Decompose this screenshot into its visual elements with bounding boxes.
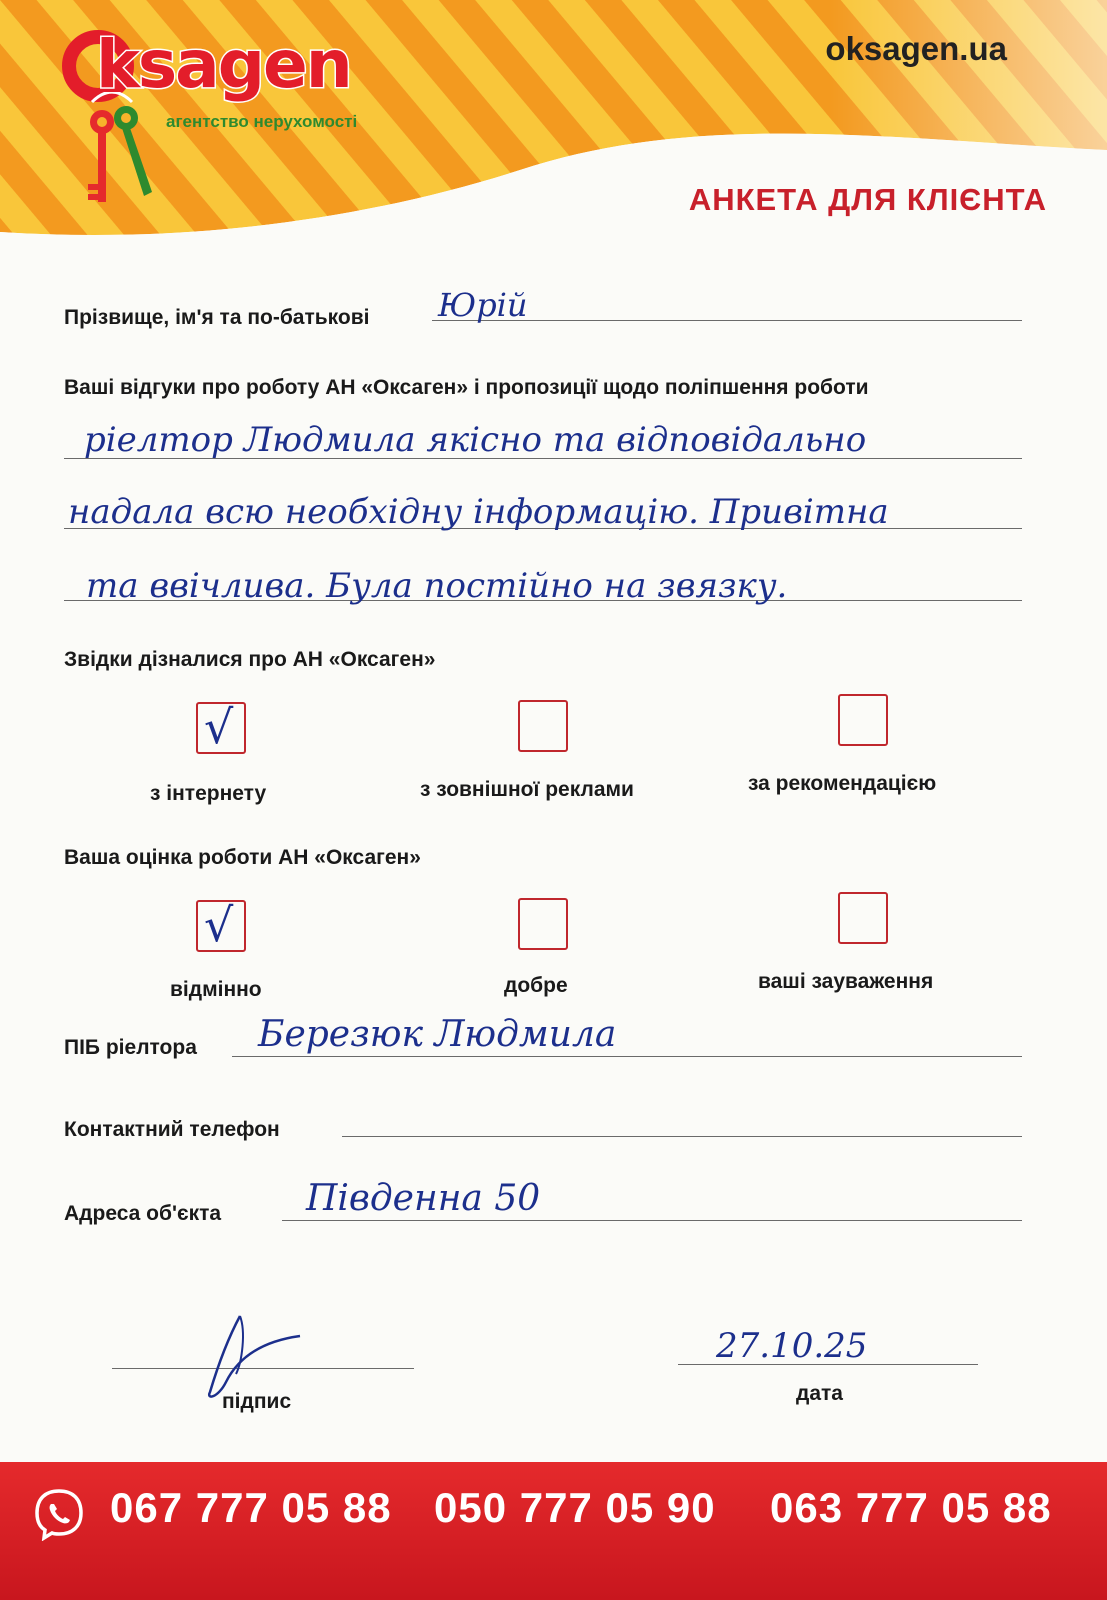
realtor-label: ПІБ ріелтора <box>64 1036 197 1059</box>
realtor-value[interactable]: Березюк Людмила <box>258 1014 617 1055</box>
site-url: oksagen.ua <box>825 30 1007 67</box>
footer-phone[interactable]: 063 777 05 88 <box>770 1484 1052 1531</box>
source-outdoor-ads-checkbox[interactable] <box>518 700 568 752</box>
source-recommendation-label: за рекомендацією <box>748 772 937 795</box>
footer-phone[interactable]: 067 777 05 88 <box>110 1484 392 1531</box>
rating-excellent-label: відмінно <box>170 978 262 1001</box>
source-label: Звідки дізналися про АН «Оксаген» <box>64 648 436 671</box>
rating-label: Ваша оцінка роботи АН «Оксаген» <box>64 846 421 869</box>
header-banner <box>0 0 1107 260</box>
feedback-text-line[interactable]: надала всю необхідну інформацію. Привітна <box>68 492 889 532</box>
viber-phone-icon <box>32 1487 86 1541</box>
signature-mark <box>196 1312 316 1402</box>
feedback-label: Ваші відгуки про роботу АН «Оксаген» і пропозиції щодо поліпшення роботи <box>64 376 869 399</box>
keys-icon <box>72 92 162 222</box>
rating-excellent-checkbox[interactable] <box>196 900 246 952</box>
date-label: дата <box>796 1382 843 1405</box>
source-internet-label: з інтернету <box>150 782 267 805</box>
address-underline <box>282 1220 1022 1221</box>
name-value[interactable]: Юрій <box>438 286 528 324</box>
rating-remarks-checkbox[interactable] <box>838 892 888 944</box>
rating-remarks-label: ваші зауваження <box>758 970 934 993</box>
feedback-text-line[interactable]: та ввічлива. Була постійно на звязку. <box>86 566 788 606</box>
logo-wordmark: ksagen <box>96 26 351 103</box>
logo-tagline: агентство нерухомості <box>166 112 358 131</box>
rating-good-label: добре <box>504 974 568 997</box>
phone-underline <box>342 1136 1022 1137</box>
source-recommendation-checkbox[interactable] <box>838 694 888 746</box>
footer-phone[interactable]: 050 777 05 90 <box>434 1484 716 1531</box>
rating-good-checkbox[interactable] <box>518 898 568 950</box>
feedback-text-line[interactable]: ріелтор Людмила якісно та відповідально <box>84 420 867 460</box>
phone-label: Контактний телефон <box>64 1118 280 1141</box>
address-label: Адреса об'єкта <box>64 1202 222 1225</box>
source-internet-checkbox[interactable] <box>196 702 246 754</box>
name-label: Прізвище, ім'я та по-батькові <box>64 306 370 329</box>
address-value[interactable]: Південна 50 <box>306 1178 541 1219</box>
checkmark-icon: √ <box>204 898 234 952</box>
source-outdoor-ads-label: з зовнішної реклами <box>420 778 634 801</box>
signature-label: підпис <box>222 1390 292 1413</box>
oksagen-logo <box>62 22 422 212</box>
checkmark-icon: √ <box>204 700 234 754</box>
date-value[interactable]: 27.10.25 <box>716 1326 868 1366</box>
form-title: АНКЕТА ДЛЯ КЛІЄНТА <box>688 182 1047 217</box>
realtor-underline <box>232 1056 1022 1057</box>
